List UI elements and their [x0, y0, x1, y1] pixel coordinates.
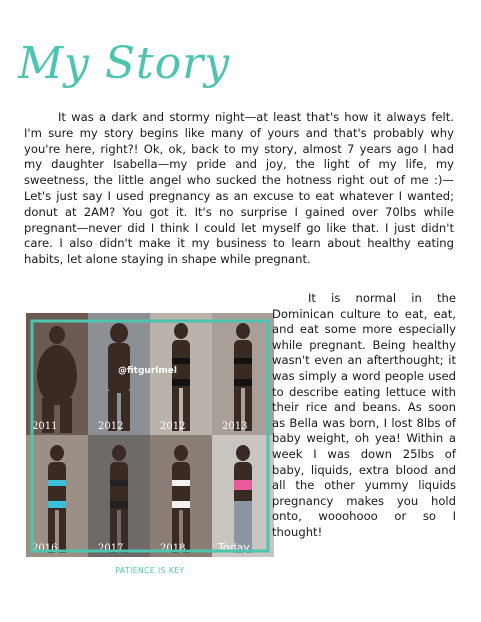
intro-paragraph: It was a dark and stormy night—at least that's how it always felt. I'm sure my story begins like many of yours and that's probably why you're here, right?! Ok, ok, back to my story, almost 7 years ago I had my daughter Isabella—my pride and joy, the light of my life, my sweetness, the little angel who sucked the hotness right out of me :)—Let's just say I used pregnancy as an excuse to eat whatever I wanted; donut at 2AM? You got it. It's no surprise I gained over 70lbs while pregnant—never did I think I could let myself go like that. I just didn't care. I also didn't make it my business to learn about healthy eating habits, let alone staying in shape while pregnant. [24, 110, 454, 267]
year-label: 2011 [32, 421, 58, 432]
collage-svg [26, 313, 274, 557]
page-title: My Story [18, 38, 231, 89]
year-label: 2017 [98, 543, 124, 554]
year-label: Today [218, 541, 250, 554]
side-paragraph: It is normal in the Dominican culture to eat, eat, and eat some more especially while pregnant. Being healthy wasn't even an afterthought; it was simply a word people used to describe eating lettuce with their rice and beans. As soon as Bella was born, I lost 8lbs of baby weight, oh yea! Within a week I was down 25lbs of baby, liquids, extra blood and all the other yummy liquids pregnancy makes you hold onto, wooohooo or so I thought! [272, 291, 456, 539]
year-label: 2016 [32, 543, 58, 554]
collage-watermark: @fitgurlmel [118, 366, 177, 376]
year-label: 2018 [160, 543, 186, 554]
progress-photo-collage [26, 313, 274, 557]
collage-caption: PATIENCE IS KEY [115, 566, 185, 575]
year-label: 2013 [222, 421, 248, 432]
year-label: 2012 [98, 421, 124, 432]
year-label: 2012 [160, 421, 186, 432]
